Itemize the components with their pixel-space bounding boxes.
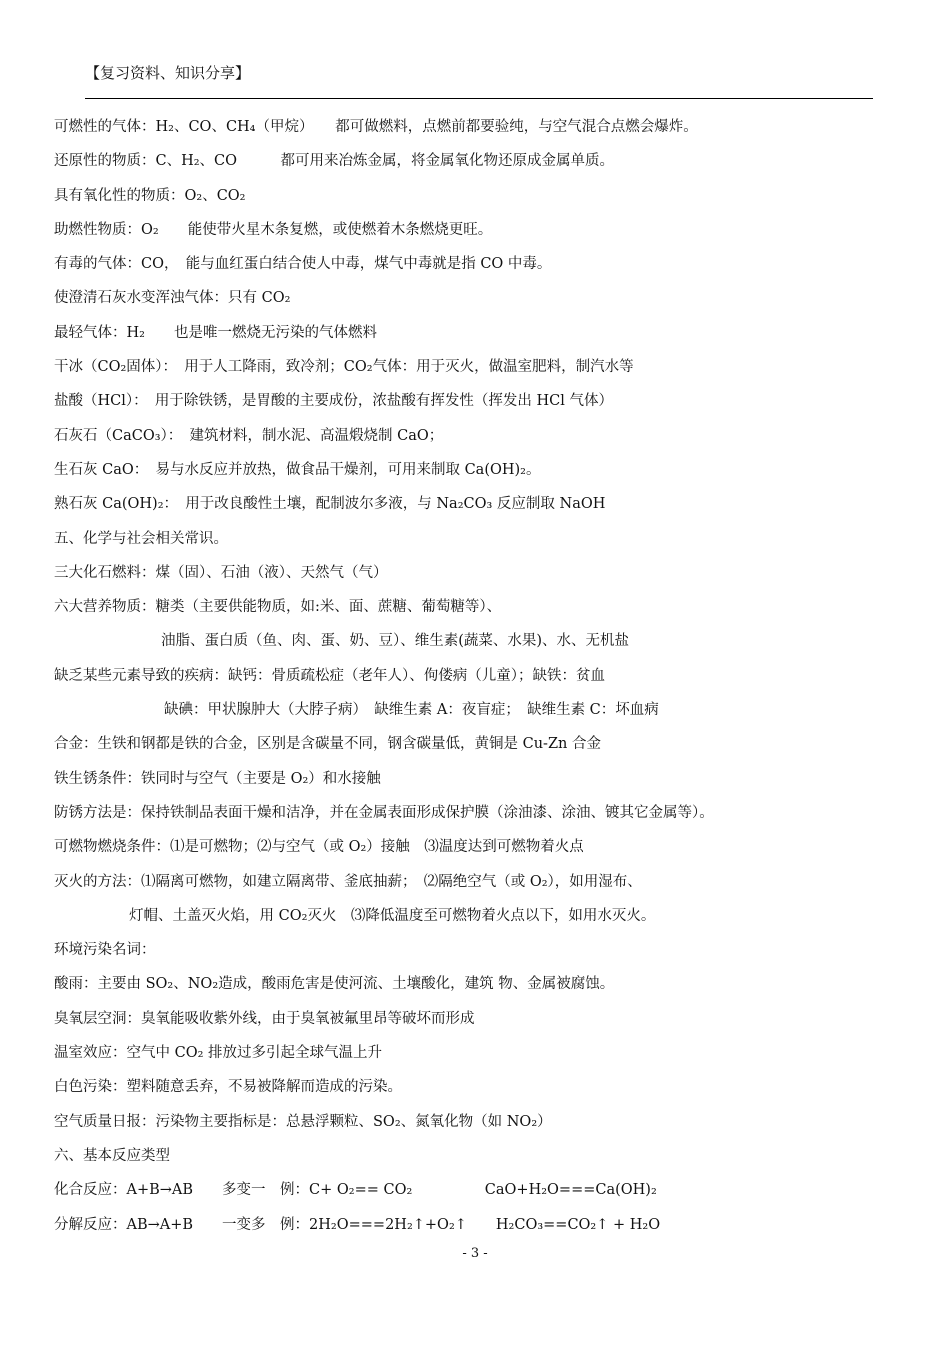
text-line: 灯帽、土盖灭火焰，用 CO₂灭火 ⑶降低温度至可燃物着火点以下，如用水灭火。 [129,907,656,924]
text-line: 温室效应：空气中 CO₂ 排放过多引起全球气温上升 [54,1045,383,1062]
text-line: 熟石灰 Ca(OH)₂： 用于改良酸性土壤，配制波尔多液，与 Na₂CO₃ 反应制取 NaOH [54,496,606,513]
document-header: 【复习资料、知识分享】 [85,64,251,82]
text-line: 油脂、蛋白质（鱼、肉、蛋、奶、豆）、维生素(蔬菜、水果)、水、无机盐 [161,633,630,650]
text-line: 还原性的物质：C、H₂、CO 都可用来冶炼金属，将金属氧化物还原成金属单质。 [54,153,615,170]
text-line: 助燃性物质：O₂ 能使带火星木条复燃，或使燃着木条燃烧更旺。 [54,221,493,238]
text-line: 六大营养物质：糖类（主要供能物质，如:米、面、蔗糖、葡萄糖等）、 [54,599,502,616]
text-line: 白色污染：塑料随意丢弃，不易被降解而造成的污染。 [54,1079,402,1096]
text-line: 臭氧层空洞：臭氧能吸收紫外线，由于臭氧被氟里昂等破坏而形成 [54,1010,475,1027]
text-line: 防锈方法是：保持铁制品表面干燥和洁净，并在金属表面形成保护膜（涂油漆、涂油、镀其它金属等）。 [54,804,714,821]
text-line: 空气质量日报：污染物主要指标是：总悬浮颗粒、SO₂、氮氧化物（如 NO₂） [54,1113,552,1130]
text-line: 干冰（CO₂固体）： 用于人工降雨，致冷剂；CO₂气体：用于灭火，做温室肥料，制汽水等 [54,359,634,376]
document-body [54,110,914,1242]
page-number: - 3 - [462,1246,488,1261]
text-line: 具有氧化性的物质：O₂、CO₂ [54,187,246,204]
text-line: 盐酸（HCl）： 用于除铁锈，是胃酸的主要成份，浓盐酸有挥发性（挥发出 HCl 气体） [54,393,613,410]
text-line: 五、化学与社会相关常识。 [54,530,228,547]
text-line: 分解反应：AB→A+B 一变多 例：2H₂O===2H₂↑+O₂↑ H₂CO₃==CO₂↑ + H₂O [54,1216,661,1233]
text-line: 铁生锈条件：铁同时与空气（主要是 O₂）和水接触 [54,770,381,787]
text-line: 酸雨：主要由 SO₂、NO₂造成，酸雨危害是使河流、土壤酸化，建筑 物、金属被腐蚀。 [54,976,615,993]
text-line: 石灰石（CaCO₃）： 建筑材料，制水泥、高温煅烧制 CaO； [54,427,444,444]
text-line: 生石灰 CaO： 易与水反应并放热，做食品干燥剂，可用来制取 Ca(OH)₂。 [54,461,541,478]
text-line: 缺碘：甲状腺肿大（大脖子病） 缺维生素 A：夜盲症； 缺维生素 C：坏血病 [164,702,659,719]
text-line: 化合反应：A+B→AB 多变一 例：C+ O₂== CO₂ CaO+H₂O===Ca(OH)₂ [54,1182,657,1199]
text-line: 可燃性的气体：H₂、CO、CH₄（甲烷） 都可做燃料，点燃前都要验纯，与空气混合点燃会爆炸。 [54,119,698,135]
header-divider [85,98,873,99]
text-line: 环境污染名词： [54,942,156,959]
text-line: 可燃物燃烧条件：⑴是可燃物；⑵与空气（或 O₂）接触 ⑶温度达到可燃物着火点 [54,839,584,856]
text-line: 缺乏某些元素导致的疾病：缺钙：骨质疏松症（老年人）、佝偻病（儿童）；缺铁：贫血 [54,667,605,684]
text-line: 最轻气体：H₂ 也是唯一燃烧无污染的气体燃料 [54,324,377,341]
text-line: 使澄清石灰水变浑浊气体：只有 CO₂ [54,290,291,307]
text-line: 灭火的方法：⑴隔离可燃物，如建立隔离带、釜底抽薪； ⑵隔绝空气（或 O₂），如用湿布、 [54,873,642,890]
text-line: 三大化石燃料：煤（固）、石油（液）、天然气（气） [54,564,388,581]
text-line: 六、基本反应类型 [54,1147,170,1164]
text-line: 有毒的气体：CO， 能与血红蛋白结合使人中毒，煤气中毒就是指 CO 中毒。 [54,256,552,273]
text-line: 合金：生铁和钢都是铁的合金，区别是含碳量不同，钢含碳量低，黄铜是 Cu-Zn 合金 [54,736,601,753]
